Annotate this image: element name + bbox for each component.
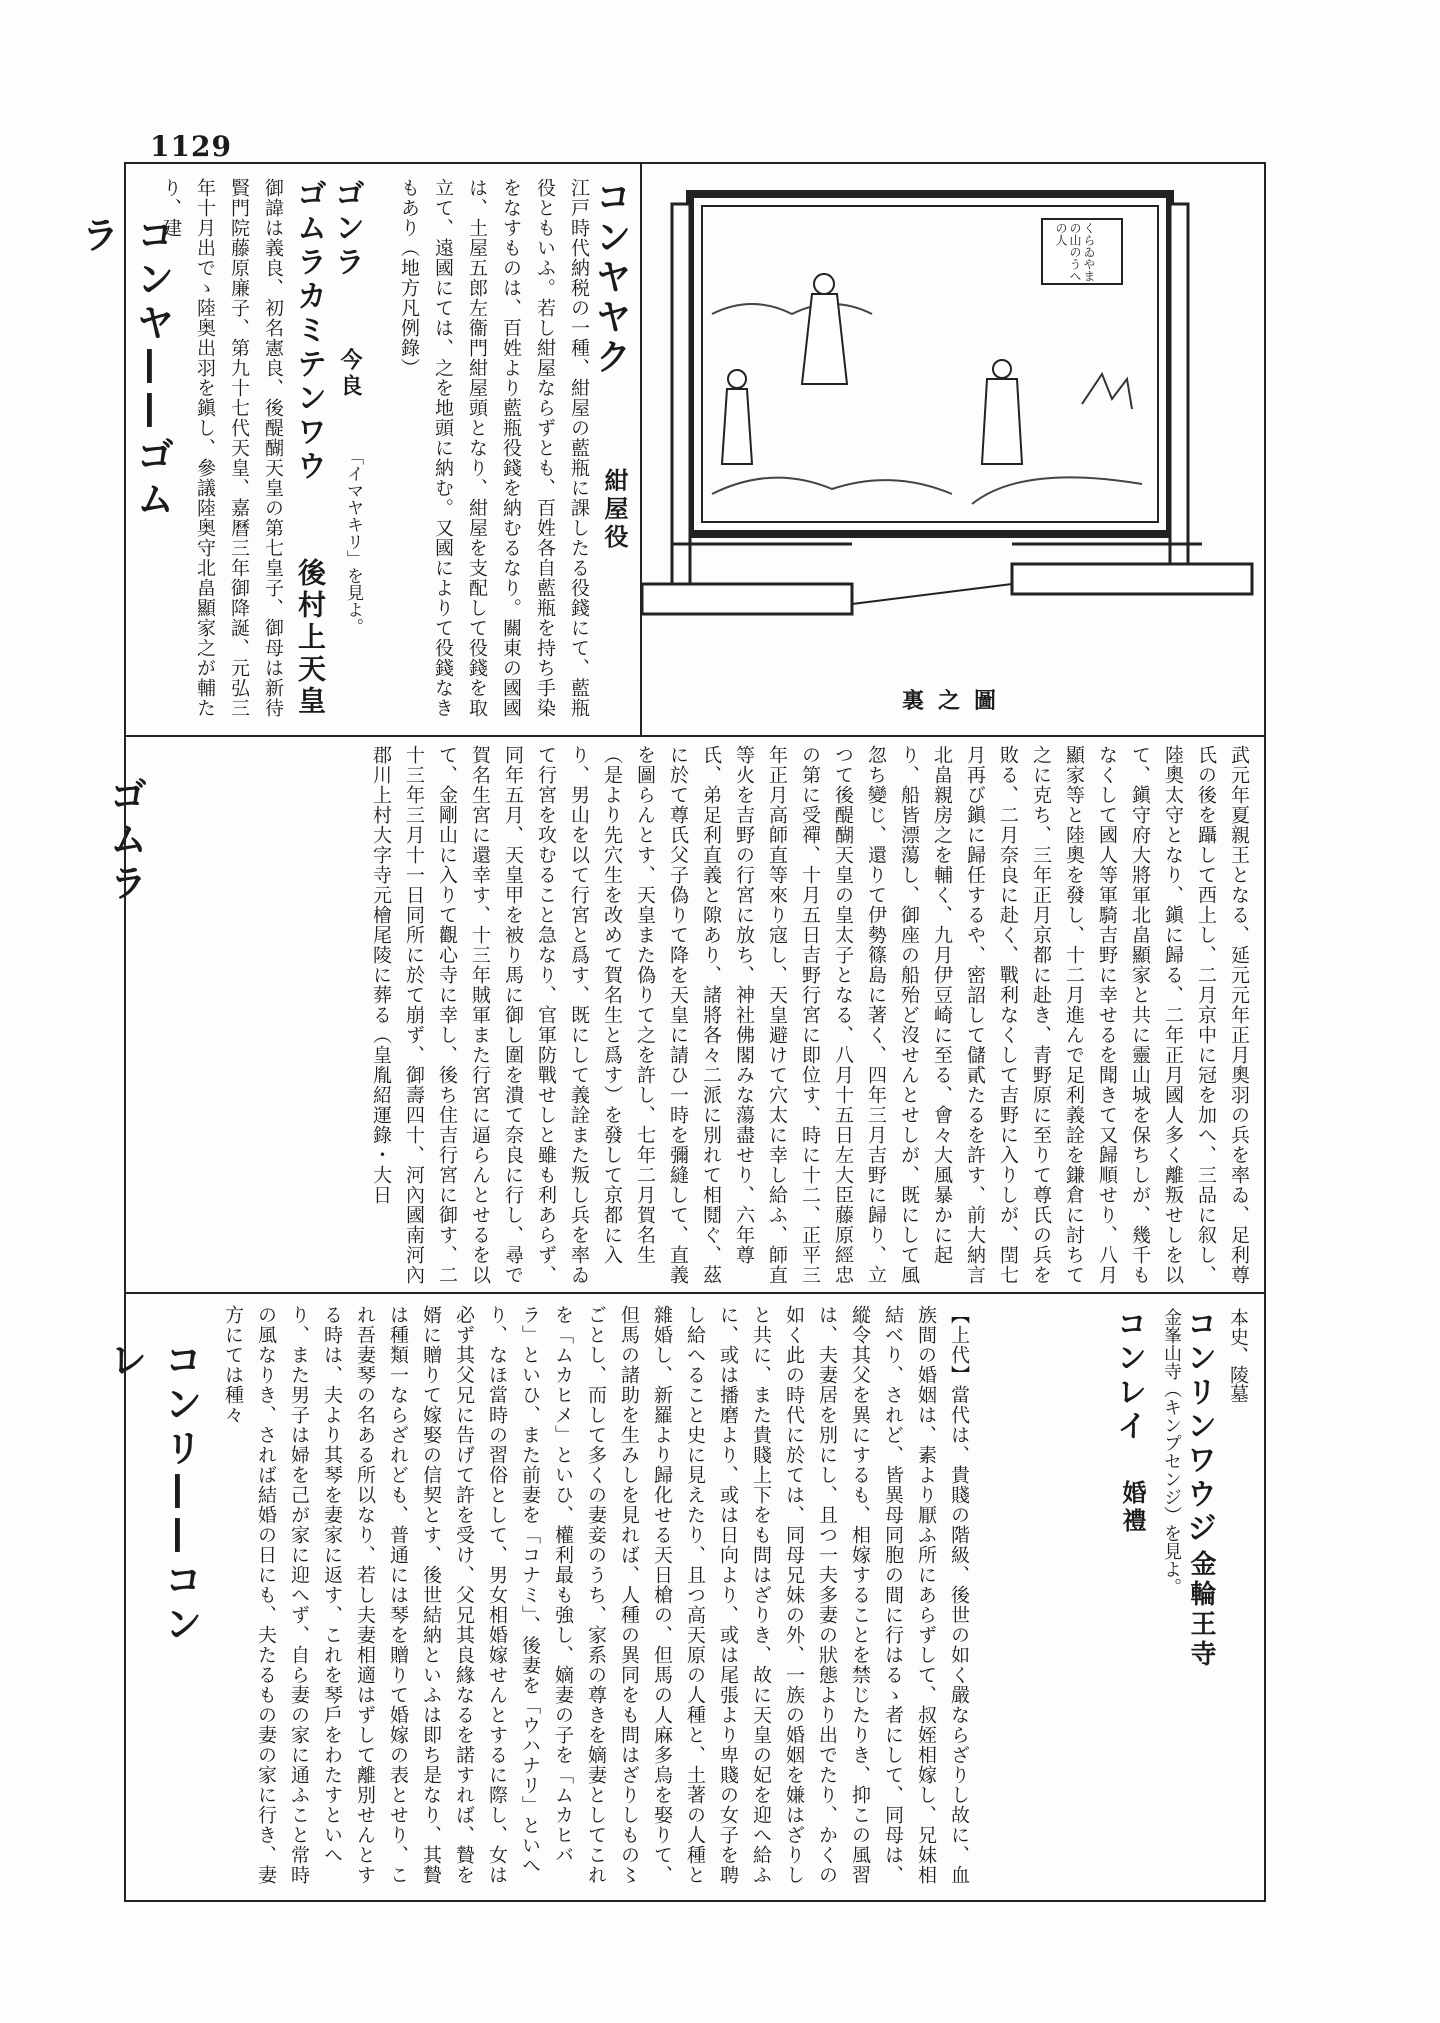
running-head-bottom: コンリ——コンレ <box>103 1340 202 1648</box>
entry-body: 江戸時代納税の一種、紺屋の藍瓶に課したる役錢にて、藍瓶役ともいふ。若し紺屋ならずとも、百姓各自藍瓶を持ち手染をなすものは、百姓より藍瓶役錢を納むるなり。關東の國國は、土屋五郎左衞門紺屋頭となり、紺屋を支配して役錢を取立て、遠國にては、之を地頭に納む。又國によりて役錢なきもあり（地方凡例錄） <box>398 178 590 718</box>
entry-kanji-konrinji: 金輪王寺 <box>1186 1550 1216 1670</box>
illustration-caption: 裏之圖 <box>902 688 1011 714</box>
divider-top-section <box>124 735 1266 737</box>
entry-heading-gomura: ゴムラカミテンワウ <box>291 178 326 484</box>
entry-heading-konrinji: コンリンワウジ <box>1181 1308 1216 1546</box>
page-number: 1129 <box>150 130 232 163</box>
entry-body-gomura: 御諱は義良、初名憲良、後醍醐天皇の第七皇子、御母は新待賢門院藤原廉子、第九十七代天皇、嘉曆三年御降誕、元弘三年十月出でゝ陸奥出羽を鎭し、參議陸奥守北畠顯家之が輔たり、建 <box>160 178 284 718</box>
entry-body-gonra: 「イマヤキリ」を見よ。 <box>343 448 363 635</box>
running-head-top: コンヤ——ゴムラ <box>75 215 174 523</box>
entry-konrinji-note: 本史、陵墓 <box>1227 1308 1249 1403</box>
entry-heading-gonra: ゴンラ <box>329 178 364 280</box>
entry-kanji-konrei: 婚禮 <box>1118 1480 1147 1536</box>
entry-konyayaku <box>140 168 636 728</box>
screen-illustration <box>642 164 1264 733</box>
divider-middle-section <box>124 1292 1266 1294</box>
entry-kanji: 紺屋役 <box>600 468 629 552</box>
entry-body-konrinji: 金峯山寺（キンプセンジ）を見よ。 <box>1161 1308 1182 1596</box>
illustration-inscription: くらゐやまの山のうへの人 <box>1054 222 1096 282</box>
entry-kanji-gonra: 今良 <box>337 348 363 400</box>
running-head-middle: ゴムラ <box>103 775 147 907</box>
entry-gomura-continued: 武元年夏親王となる、延元元年正月奧羽の兵を率ゐ、足利尊氏の後を躡して西上し、二月京中に冠を加へ、三品に叙し、陸奧太守となり、鎭に歸る、二年正月國人多く離叛せしを以て、鎭守府大將軍北畠顯家と共に靈山城を保ちしが、幾千もなくして國人等軍騎吉野に幸せるを聞きて又歸順せり、八月顯家等と陸奧を發し、十二月進んで足利義詮を鎌倉に討ちて之に克ち、三年正月京都に赴き、青野原に至りて尊氏の兵を敗る、二月奈良に赴く、戰利なくして吉野に入りしが、閏七月再び鎭に歸任するや、密詔して儲貳たるを許す、前大納言北畠親房之を輔く、九月伊豆崎に至る、會々大風暴かに起り、船皆漂蕩し、御座の船殆ど沒せんとせしが、既にして風忽ち變じ、還りて伊勢篠島に著く、四年三月吉野に歸り、立つて後醍醐天皇の皇太子となる、八月十五日左大臣藤原經忠の第に受禪、十月五日吉野行宮に即位す、時に十二、正平三年正月高師直等來り寇し、天皇避けて穴太に幸し給ふ、師直等火を吉野の行宮に放ち、神社佛閣みな蕩盡せり、六年尊氏、弟足利直義と隙あり、諸將各々二派に別れて相鬩ぐ、茲に於て尊氏父子偽りて降を天皇に請ひ一時を彌縫して、直義を圖らんとす、天皇また偽りて之を許し、七年二月賀名生（是より先穴生を改めて賀名生と爲す）を發して京都に入り、男山を以て行宮と爲す、既にして義詮また叛し兵を率ゐて行宮を攻むること急なり、官軍防戰せしと雖も利あらず、同年五月、天皇甲を被り馬に御し圍を潰て奈良に行し、尋で賀名生宮に還幸す、十三年賊軍また行宮に逼らんとせるを以て、金剛山に入りて觀心寺に幸し、後ち住吉行宮に御す、二十三年三月十一日同所に於て崩ず、御壽四十、河內國南河內郡川上村大字寺元檜尾陵に葬る（皇胤紹運錄・大日 <box>370 745 1250 1285</box>
entry-heading: コンヤヤク <box>590 178 631 378</box>
entry-heading-konrei: コンレイ <box>1111 1308 1146 1444</box>
entry-kanji-gomura: 後村上天皇 <box>294 558 327 718</box>
entry-body-konrei: 【上代】當代は、貴賤の階級、後世の如く嚴ならざりし故に、血族間の婚姻は、素より厭ふ所にあらずして、叔姪相嫁し、兄妹相結べり、されど、皆異母同胞の間に行はるゝ者にして、同母は、縱令其父を異にするも、相嫁することを禁じたりき、抑この風習は、夫妻居を別にし、且つ一夫多妻の狀態より出でたり、かくの如く此の時代に於ては、同母兄妹の外、一族の婚姻を嫌はざりしと共に、また貴賤上下をも問はざりき、故に天皇の妃を迎へ給ふに、或は播磨より、或は日向より、或は尾張より卑賤の女子を聘し給へること史に見えたり、且つ高天原の人種と、土著の人種と雜婚し、新羅より歸化せる天日槍の、但馬の人麻多烏を娶りて、但馬の諸助を生みしを見れば、人種の異同をも問はざりしもの〻ごとし、而して多くの妻妾のうち、家系の尊きを嫡妻としてこれを「ムカヒメ」といひ、權利最も強し、嫡妻の子を「ムカヒバラ」といひ、また前妻を「コナミ」、後妻を「ウハナリ」といへり、なほ當時の習俗として、男女相婚嫁せんとするに際し、女は必ず其父兄に告げて許を受け、父兄其良緣なるを諾すれば、贄を婿に贈りて嫁娶の信契とす、後世結納といふは即ち是なり、其贄は種類一ならざれども、普通には琴を贈りて婚嫁の表とせり、これ吾妻琴の名ある所以なり、若し夫妻相適はずして離別せんとする時は、夫より其琴を妻家に返す、これを琴戶をわたすといへり、また男子は婦を己が家に迎へず、自ら妻の家に通ふこと常時の風なりき、されば結婚の日にも、夫たるもの妻の家に行き、妻方にては種々 <box>222 1305 970 1885</box>
entry-konrinji <box>980 1300 1260 1890</box>
